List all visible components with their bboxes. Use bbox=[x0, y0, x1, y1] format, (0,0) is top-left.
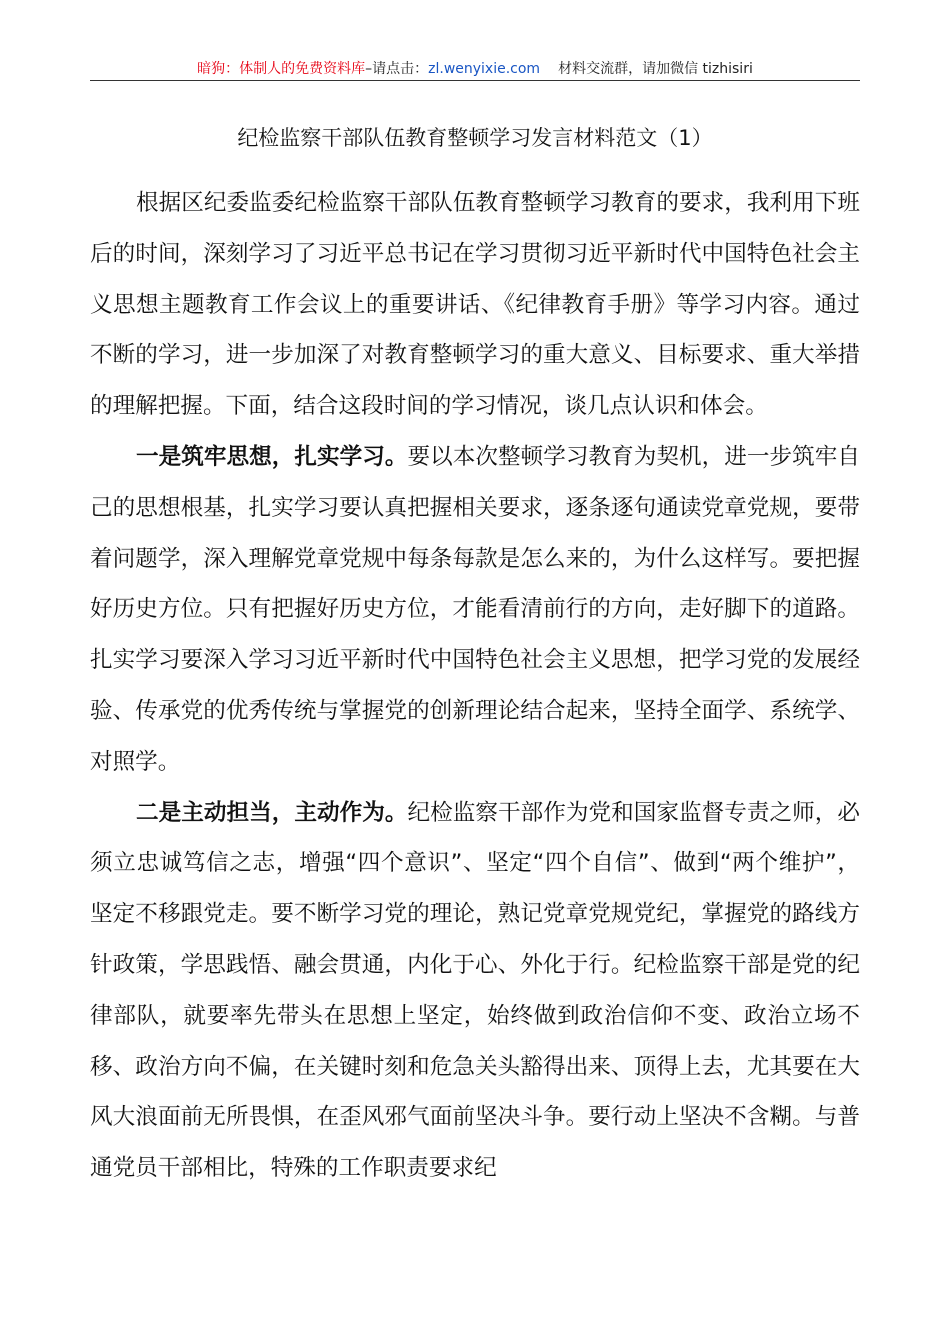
paragraph-text: 纪检监察干部作为党和国家监督专责之师，必须立忠诚笃信之志，增强“四个意识”、坚定“四个自信”、做到“两个维护”，坚定不移跟党走。要不断学习党的理论，熟记党章党规党纪，掌握党的路线方针政策，学思践悟、融会贯通，内化于心、外化于行。纪检监察干部是党的纪律部队，就要率先带头在思想上坚定，始终做到政治信仰不变、政治立场不移、政治方向不偏，在关键时刻和危急关头豁得出来、顶得上去，尤其要在大风大浪面前无所畏惧，在歪风邪气面前坚决斗争。要行动上坚决不含糊。与普通党员干部相比，特殊的工作职责要求纪 bbox=[90, 799, 861, 1182]
paragraph-point-two bbox=[90, 788, 860, 1194]
paragraph-intro bbox=[90, 178, 860, 432]
header-group-text: 材料交流群，请加微信 tizhisiri bbox=[558, 61, 753, 77]
header-site-link[interactable]: zl.wenyixie.com bbox=[428, 61, 541, 77]
paragraph-text: 要以本次整顿学习教育为契机，进一步筑牢自己的思想根基，扎实学习要认真把握相关要求，逐条逐句通读党章党规，要带着问题学，深入理解党章党规中每条每款是怎么来的，为什么这样写。要把握好历史方位。只有把握好历史方位，才能看清前行的方向，走好脚下的道路。扎实学习要深入学习习近平新时代中国特色社会主义思想，把学习党的发展经验、传承党的优秀传统与掌握党的创新理论结合起来，坚持全面学、系统学、对照学。 bbox=[90, 443, 861, 775]
header-click-prompt: –请点击： bbox=[365, 61, 429, 77]
paragraph-lead: 一是筑牢思想，扎实学习。 bbox=[136, 443, 408, 470]
paragraph-point-one bbox=[90, 432, 860, 788]
header-brand: 暗狗：体制人的免费资料库 bbox=[197, 61, 366, 77]
document-body bbox=[90, 178, 860, 1194]
paragraph-lead: 二是主动担当，主动作为。 bbox=[136, 799, 408, 826]
paragraph-text: 根据区纪委监委纪检监察干部队伍教育整顿学习教育的要求，我利用下班后的时间，深刻学习了习近平总书记在学习贯彻习近平新时代中国特色社会主义思想主题教育工作会议上的重要讲话、《纪律教育手册》等学习内容。通过不断的学习，进一步加深了对教育整顿学习的重大意义、目标要求、重大举措的理解把握。下面，结合这段时间的学习情况，谈几点认识和体会。 bbox=[90, 190, 860, 420]
page-header bbox=[90, 58, 860, 81]
document-title: 纪检监察干部队伍教育整顿学习发言材料范文（1） bbox=[237, 126, 713, 150]
